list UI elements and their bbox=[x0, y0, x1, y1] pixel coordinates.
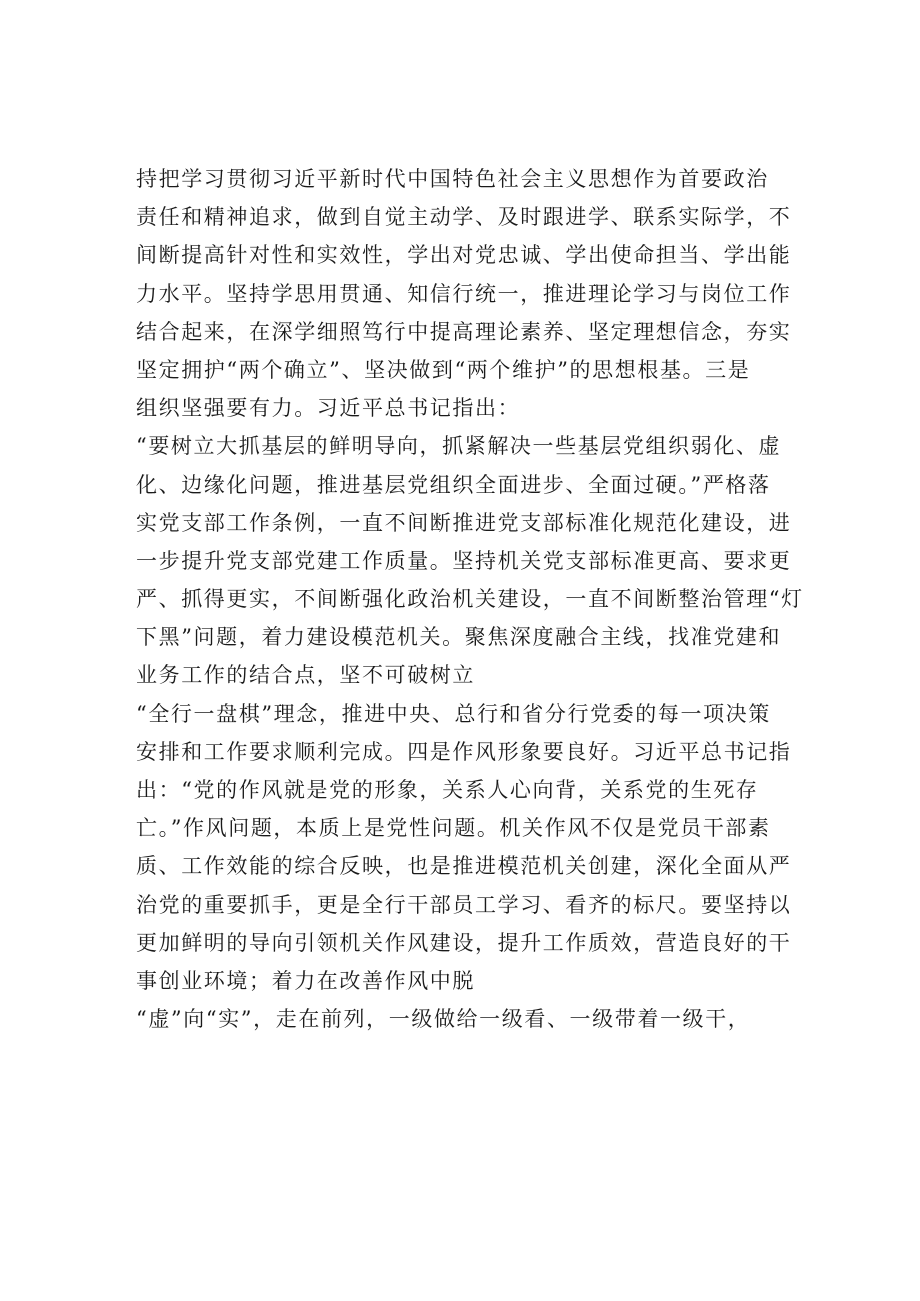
text-line: 安排和工作要求顺利完成。四是作风形象要良好。习近平总书记指 bbox=[136, 739, 792, 764]
text-line: 亡。”作风问题，本质上是党性问题。机关作风不仅是党员干部素 bbox=[136, 816, 771, 841]
text-line: “要树立大抓基层的鲜明导向，抓紧解决一些基层党组织弱化、虚 bbox=[136, 434, 782, 459]
text-line: 责任和精神追求，做到自觉主动学、及时跟进学、联系实际学，不 bbox=[136, 205, 792, 230]
text-line: 力水平。坚持学思用贯通、知信行统一，推进理论学习与岗位工作 bbox=[136, 281, 792, 306]
text-line: 坚定拥护“两个确立”、坚决做到“两个维护”的思想根基。三是 bbox=[136, 357, 751, 382]
text-line: 下黑”问题，着力建设模范机关。聚焦深度融合主线，找准党建和 bbox=[136, 625, 782, 650]
text-line: 化、边缘化问题，推进基层党组织全面进步、全面过硬。”严格落 bbox=[136, 472, 771, 497]
text-line: 更加鲜明的导向引领机关作风建设，提升工作质效，营造良好的干 bbox=[136, 930, 792, 955]
text-line: 事创业环境；着力在改善作风中脱 bbox=[136, 968, 475, 993]
text-line: 业务工作的结合点，坚不可破树立 bbox=[136, 663, 475, 688]
text-line: 出：“党的作风就是党的形象，关系人心向背，关系党的生死存 bbox=[136, 778, 759, 802]
text-line: 质、工作效能的综合反映，也是推进模范机关创建，深化全面从严 bbox=[136, 854, 792, 879]
text-line: 实党支部工作条例，一直不间断推进党支部标准化规范化建设，进 bbox=[136, 510, 792, 535]
text-line: 结合起来，在深学细照笃行中提高理论素养、坚定理想信念，夯实 bbox=[136, 319, 792, 344]
text-line: 持把学习贯彻习近平新时代中国特色社会主义思想作为首要政治 bbox=[136, 167, 769, 191]
body-text bbox=[136, 160, 806, 1038]
text-line: 治党的重要抓手，更是全行干部员工学习、看齐的标尺。要坚持以 bbox=[136, 892, 792, 917]
text-line: “虚”向“实”，走在前列，一级做给一级看、一级带着一级干， bbox=[136, 1007, 751, 1032]
text-line: 一步提升党支部党建工作质量。坚持机关党支部标准更高、要求更 bbox=[136, 548, 792, 573]
text-line: “全行一盘棋”理念，推进中央、总行和省分行党委的每一项决策 bbox=[136, 701, 771, 726]
text-line: 间断提高针对性和实效性，学出对党忠诚、学出使命担当、学出能 bbox=[136, 243, 792, 268]
text-line: 组织坚强要有力。习近平总书记指出： bbox=[136, 396, 521, 421]
text-line: 严、抓得更实，不间断强化政治机关建设，一直不间断整治管理“灯 bbox=[136, 587, 804, 612]
